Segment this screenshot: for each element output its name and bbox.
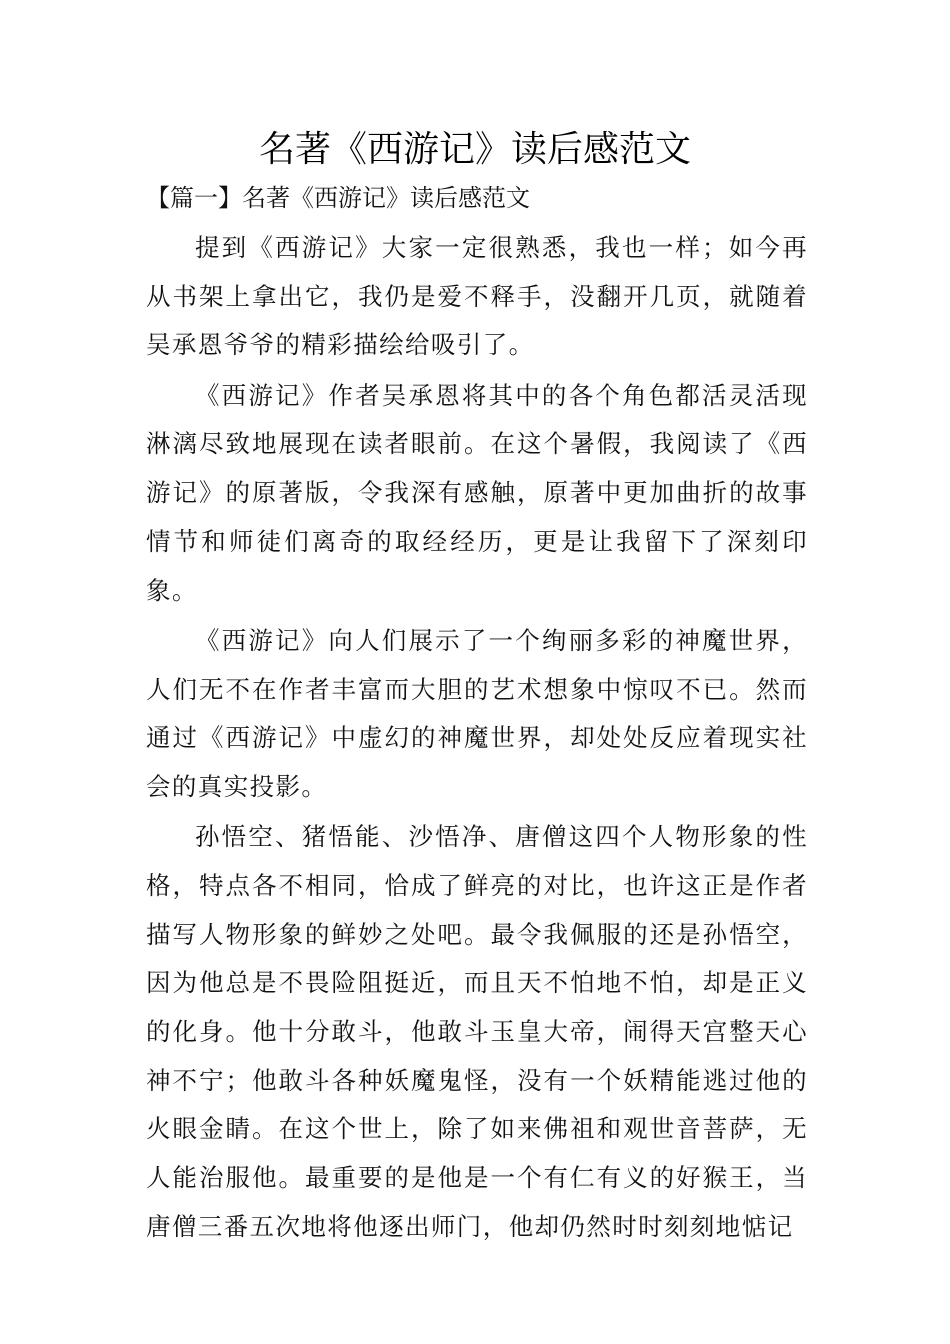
paragraph: 孙悟空、猪悟能、沙悟净、唐僧这四个人物形象的性格，特点各不相同，恰成了鲜亮的对比，也许这正是作者描写人物形象的鲜妙之处吧。最令我佩服的还是孙悟空，因为他总是不畏险阻挺近，而且天不怕地不怕，却是正义的化身。他十分敢斗，他敢斗玉皇大帝，闹得天宫整天心神不宁；他敢斗各种妖魔鬼怪，没有一个妖精能逃过他的火眼金睛。在这个世上，除了如来佛祖和观世音菩萨，无人能治服他。最重要的是他是一个有仁有义的好猴王，当唐僧三番五次地将他逐出师门，他却仍然时时刻刻地惦记 [146, 822, 808, 1241]
document-title: 名著《西游记》读后感范文 [258, 129, 691, 170]
paragraph: 提到《西游记》大家一定很熟悉，我也一样；如今再从书架上拿出它，我仍是爱不释手，没翻开几页，就随着吴承恩爷爷的精彩描绘给吸引了。 [146, 233, 808, 360]
paragraph: 《西游记》向人们展示了一个绚丽多彩的神魔世界，人们无不在作者丰富而大胆的艺术想象中惊叹不已。然而通过《西游记》中虚幻的神魔世界，却处处反应着现实社会的真实投影。 [146, 625, 808, 801]
paragraph: 《西游记》作者吴承恩将其中的各个角色都活灵活现淋漓尽致地展现在读者眼前。在这个暑假，我阅读了《西游记》的原著版，令我深有感触，原著中更加曲折的故事情节和师徒们离奇的取经经历，更是让我留下了深刻印象。 [146, 380, 808, 605]
body-text [146, 224, 808, 1253]
section-heading: 【篇一】名著《西游记》读后感范文 [146, 184, 530, 212]
